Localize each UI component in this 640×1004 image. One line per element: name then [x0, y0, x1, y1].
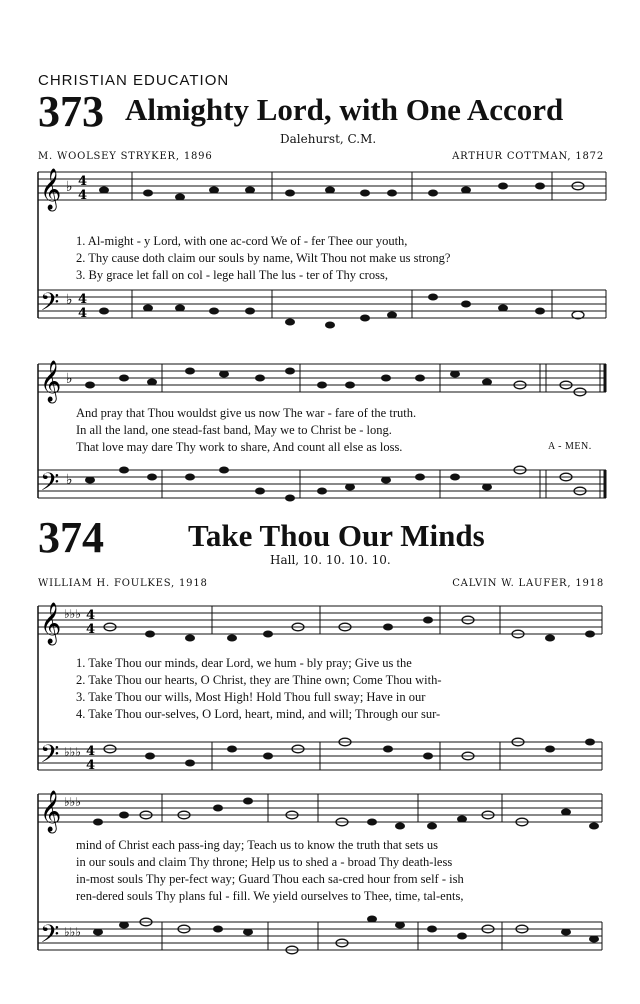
section-heading: CHRISTIAN EDUCATION	[38, 72, 230, 89]
bass-clef-icon: 𝄢	[40, 740, 60, 775]
bass-clef-icon: 𝄢	[40, 920, 60, 955]
flat-icon: ♭	[66, 292, 73, 308]
flat-icon: ♭	[66, 179, 73, 195]
hymn-number: 373	[38, 87, 104, 136]
lyric-line: ren-dered souls Thy plans ful - fill. We yield ourselves to Thee, time, tal-ents,	[76, 889, 464, 903]
words-credit: WILLIAM H. FOULKES, 1918	[38, 578, 208, 589]
flat-icon: ♭♭♭	[64, 607, 81, 621]
lyric-line: 2. Take Thou our hearts, O Christ, they are Thine own; Come Thou with-	[76, 673, 442, 687]
svg-text:4: 4	[86, 744, 96, 759]
lyric-line: 3. By grace let fall on col - lege hall The lus - ter of Thy cross,	[76, 268, 388, 282]
flat-icon: ♭♭♭	[64, 795, 81, 809]
flat-icon: ♭	[66, 371, 73, 387]
words-credit: M. WOOLSEY STRYKER, 1896	[38, 151, 213, 162]
music-credit: CALVIN W. LAUFER, 1918	[452, 578, 604, 589]
treble-clef-icon: 𝄞	[40, 603, 62, 644]
treble-clef-icon: 𝄞	[40, 169, 62, 210]
lyric-line: In all the land, one stead-fast band, May we to Christ be - long.	[76, 423, 392, 437]
treble-clef-icon: 𝄞	[40, 791, 62, 832]
svg-text:4: 4	[86, 608, 96, 623]
hymn-number: 374	[38, 513, 104, 562]
lyric-line: in-most souls Thy per-fect way; Guard Thou each sa-cred hour from self - ish	[76, 872, 464, 886]
flat-icon: ♭♭♭	[64, 745, 81, 759]
music-credit: ARTHUR COTTMAN, 1872	[452, 151, 604, 162]
hymn-title: Almighty Lord, with One Accord	[125, 92, 564, 127]
flat-icon: ♭♭♭	[64, 925, 81, 939]
bass-clef-icon: 𝄢	[40, 288, 60, 323]
svg-text:4: 4	[78, 306, 88, 321]
flat-icon: ♭	[66, 472, 73, 488]
svg-text:4: 4	[78, 292, 88, 307]
lyric-line: 1. Al-might - y Lord, with one ac-cord We of - fer Thee our youth,	[76, 234, 408, 248]
lyric-line: That love may dare Thy work to share, And count all else as loss.	[76, 440, 403, 454]
bass-clef-icon: 𝄢	[40, 468, 60, 503]
lyric-line: 3. Take Thou our wills, Most High! Hold Thou full sway; Have in our	[76, 690, 426, 704]
treble-clef-icon: 𝄞	[40, 361, 62, 402]
lyric-line: 1. Take Thou our minds, dear Lord, we hum - bly pray; Give us the	[76, 656, 412, 670]
svg-text:4: 4	[86, 758, 96, 773]
hymn-title: Take Thou Our Minds	[188, 518, 485, 553]
tune-name: Hall, 10. 10. 10. 10.	[270, 553, 391, 567]
lyric-line: mind of Christ each pass-ing day; Teach us to know the truth that sets us	[76, 838, 439, 852]
svg-text:4: 4	[78, 174, 88, 189]
amen-text: A - MEN.	[548, 441, 592, 452]
svg-text:4: 4	[78, 188, 88, 203]
lyric-line: And pray that Thou wouldst give us now The war - fare of the truth.	[76, 406, 417, 420]
tune-name: Dalehurst, C.M.	[280, 132, 377, 146]
svg-text:4: 4	[86, 622, 96, 637]
lyric-line: 4. Take Thou our-selves, O Lord, heart, mind, and will; Through our sur-	[76, 707, 441, 721]
lyric-line: in our souls and claim Thy throne; Help us to shed a - broad Thy death-less	[76, 855, 453, 869]
lyric-line: 2. Thy cause doth claim our souls by name, Wilt Thou not make us strong?	[76, 251, 451, 265]
